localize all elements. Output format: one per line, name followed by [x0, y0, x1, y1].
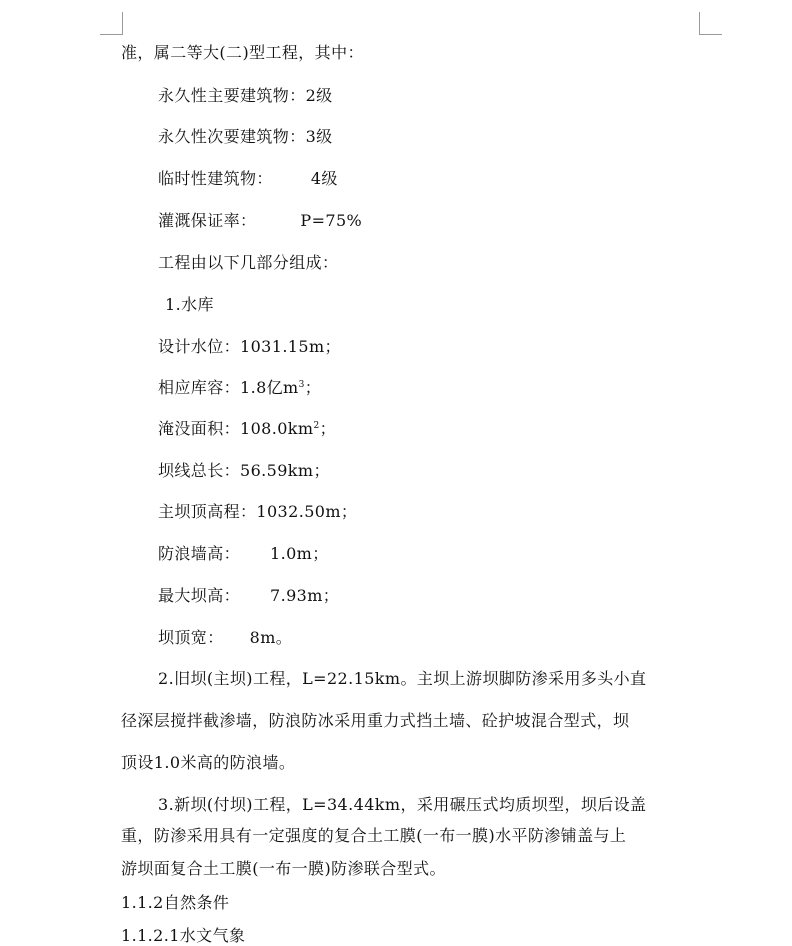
page-corner-mark-right [699, 12, 722, 35]
superscript: 2 [313, 421, 320, 431]
value: P=75% [300, 211, 363, 230]
label: 最大坝高： [158, 586, 241, 605]
paragraph-line: 重，防渗采用具有一定强度的复合土工膜(一布一膜)水平防渗铺盖与上 [121, 826, 627, 845]
text-line: 主坝顶高程：1032.50m； [158, 502, 358, 521]
text-line: 工程由以下几部分组成： [158, 253, 339, 272]
value: 4级 [310, 169, 338, 188]
text-line: 永久性次要建筑物：3级 [158, 127, 333, 146]
text-line [158, 169, 338, 189]
paragraph-line: 顶设1.0米高的防浪墙。 [121, 753, 296, 772]
text-line: 坝线总长：56.59km； [158, 461, 330, 480]
text-line [158, 419, 336, 439]
text-line: 永久性主要建筑物：2级 [158, 86, 333, 105]
text-line [158, 211, 362, 231]
punct: ； [319, 419, 337, 438]
punct: ； [304, 378, 322, 397]
value: 8m。 [249, 628, 293, 647]
label: 相应库容：1.8亿m [158, 378, 299, 397]
label: 淹没面积：108.0km [158, 419, 314, 438]
value: 7.93m； [270, 586, 340, 605]
text-line [158, 628, 292, 648]
label: 临时性建筑物： [158, 169, 273, 188]
paragraph-line: 2.旧坝(主坝)工程，L=22.15km。主坝上游坝脚防渗采用多头小直 [158, 669, 647, 688]
value: 1.0m； [270, 544, 329, 563]
paragraph-line: 3.新坝(付坝)工程，L=34.44km，采用碾压式均质坝型，坝后设盖 [158, 795, 647, 814]
label: 坝顶宽： [158, 628, 224, 647]
label: 防浪墙高： [158, 544, 241, 563]
superscript: 3 [298, 380, 305, 390]
label: 灌溉保证率： [158, 211, 257, 230]
text-line [158, 586, 339, 606]
section-heading: 1.1.2自然条件 [121, 893, 230, 912]
section-heading: 1.1.2.1水文气象 [121, 926, 246, 945]
text-line [158, 378, 321, 398]
page-corner-mark-left [100, 12, 123, 35]
text-line: 准，属二等大(二)型工程，其中： [121, 43, 364, 62]
text-line [158, 544, 329, 564]
paragraph-line: 游坝面复合土工膜(一布一膜)防渗联合型式。 [121, 859, 446, 878]
paragraph-line: 径深层搅拌截渗墙，防浪防冰采用重力式挡土墙、砼护坡混合型式，坝 [121, 711, 630, 730]
text-line: 设计水位：1031.15m； [158, 337, 341, 356]
subheading: 1.水库 [165, 295, 214, 314]
